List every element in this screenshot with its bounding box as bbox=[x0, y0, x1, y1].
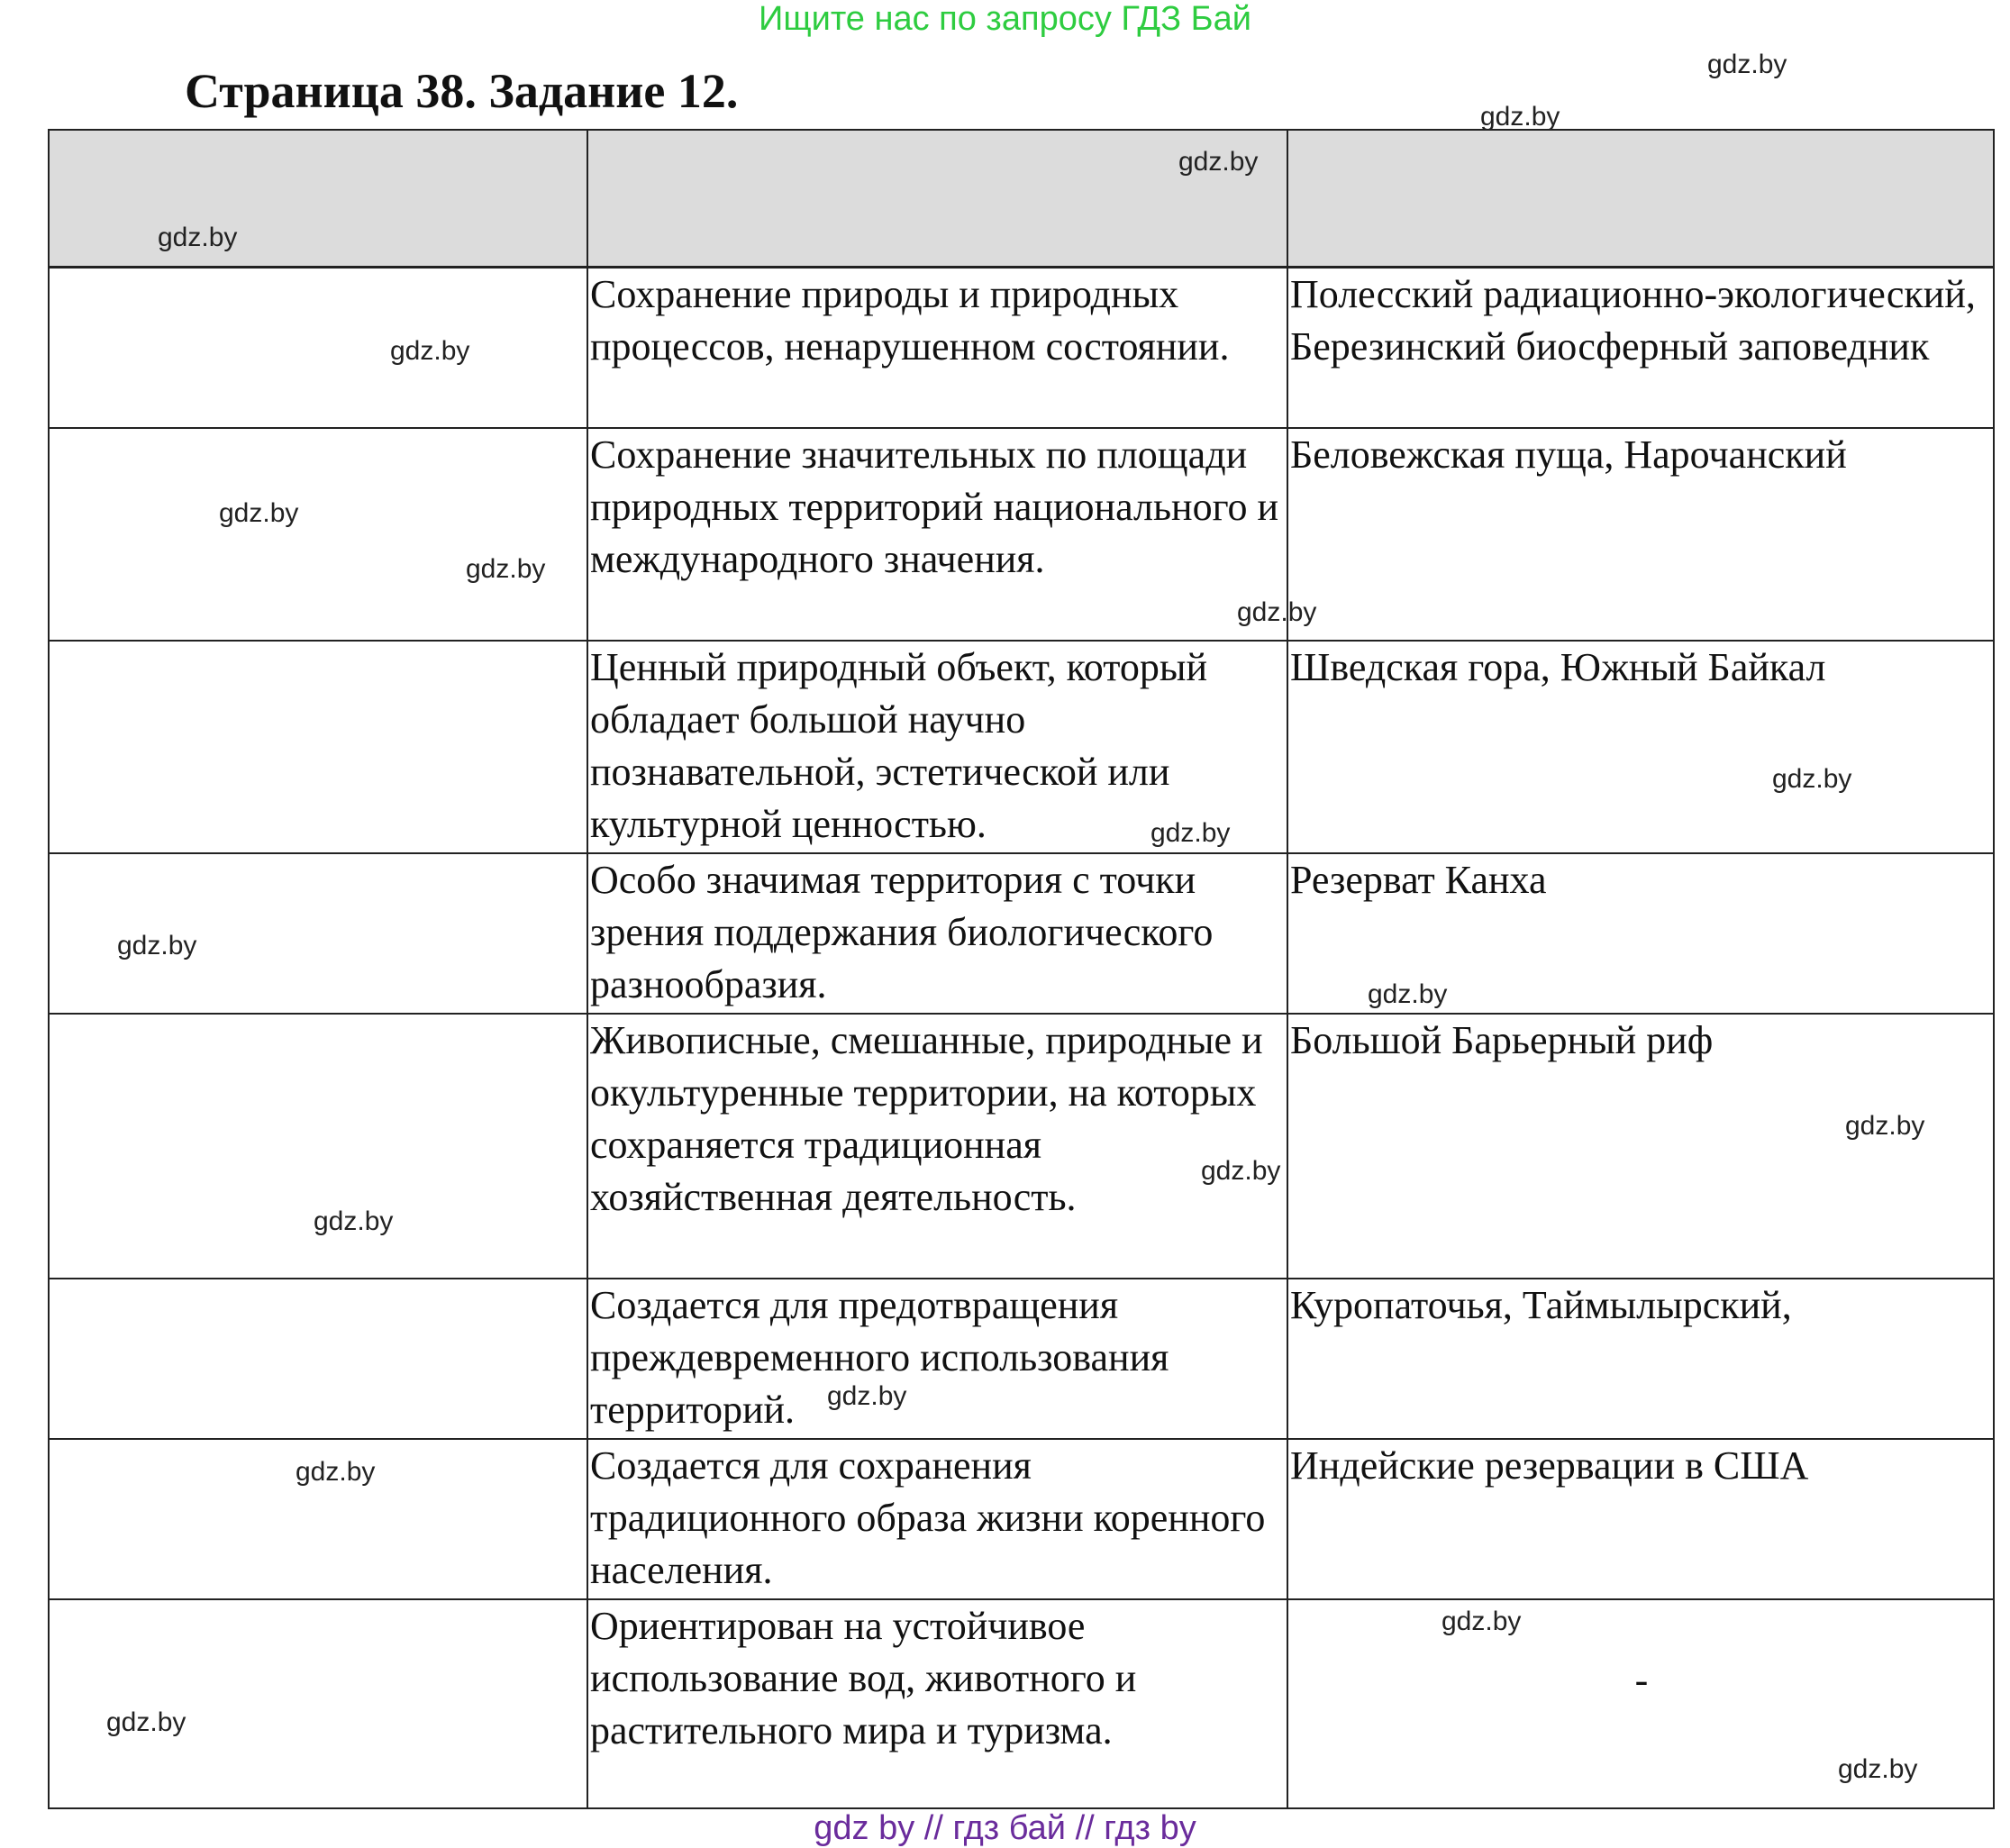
watermark: gdz.by bbox=[219, 498, 299, 528]
examples-cell: Резерват Канха bbox=[1287, 853, 1994, 1014]
examples-cell: Куропаточья, Таймылырский, bbox=[1287, 1279, 1994, 1439]
watermark: gdz.by bbox=[314, 1206, 394, 1236]
table-row bbox=[49, 853, 1994, 1014]
description-cell: Особо значимая территория с точки зрения поддержания биологического разнообразия. bbox=[587, 853, 1287, 1014]
examples-cell: Беловежская пуща, Нарочанский bbox=[1287, 428, 1994, 641]
table-row bbox=[49, 1014, 1994, 1279]
examples-cell: Индейские резервации в США bbox=[1287, 1439, 1994, 1599]
name-cell bbox=[49, 1599, 587, 1808]
watermark: gdz.by bbox=[466, 554, 546, 584]
footer-watermark: gdz by // гдз бай // гдз by bbox=[814, 1809, 1196, 1847]
watermark: gdz.by bbox=[1368, 979, 1448, 1009]
top-banner: Ищите нас по запросу ГДЗ Бай bbox=[759, 0, 1251, 38]
header-cell bbox=[49, 130, 587, 268]
table-row bbox=[49, 1279, 1994, 1439]
table-row bbox=[49, 268, 1994, 428]
description-cell: Ценный природный объект, который обладает большой научно познавательной, эстетической или культурной ценностью. bbox=[587, 641, 1287, 853]
watermark: gdz.by bbox=[827, 1381, 907, 1411]
watermark: gdz.by bbox=[158, 223, 238, 252]
name-cell bbox=[49, 1279, 587, 1439]
watermark: gdz.by bbox=[1237, 597, 1317, 627]
name-cell bbox=[49, 428, 587, 641]
description-cell: Создается для сохранения традиционного образа жизни коренного населения. bbox=[587, 1439, 1287, 1599]
watermark: gdz.by bbox=[1845, 1111, 1925, 1141]
table-row bbox=[49, 1599, 1994, 1808]
description-cell: Живописные, смешанные, природные и окультуренные территории, на которых сохраняется традиционная хозяйственная деятельность. bbox=[587, 1014, 1287, 1279]
watermark: gdz.by bbox=[390, 336, 470, 366]
watermark: gdz.by bbox=[106, 1707, 186, 1737]
watermark: gdz.by bbox=[1772, 764, 1852, 794]
header-cell bbox=[1287, 130, 1994, 268]
watermark: gdz.by bbox=[1201, 1156, 1281, 1186]
watermark: gdz.by bbox=[1178, 147, 1259, 177]
examples-cell: Полесский радиационно-экологический, Березинский биосферный заповедник bbox=[1287, 268, 1994, 428]
watermark: gdz.by bbox=[1151, 818, 1231, 848]
watermark: gdz.by bbox=[1480, 102, 1560, 132]
page-title: Страница 38. Задание 12. bbox=[185, 64, 739, 118]
table-header-row bbox=[49, 130, 1994, 268]
task-table bbox=[48, 129, 1995, 1809]
description-cell: Создается для предотвращения преждевременного использования территорий. bbox=[587, 1279, 1287, 1439]
name-cell bbox=[49, 268, 587, 428]
watermark: gdz.by bbox=[1707, 50, 1787, 79]
watermark: gdz.by bbox=[1838, 1754, 1918, 1784]
watermark: gdz.by bbox=[1442, 1607, 1522, 1636]
description-cell: Сохранение природы и природных процессов, ненарушенном состоянии. bbox=[587, 268, 1287, 428]
description-cell: Сохранение значительных по площади природных территорий национального и международного значения. bbox=[587, 428, 1287, 641]
name-cell bbox=[49, 1014, 587, 1279]
watermark: gdz.by bbox=[117, 931, 197, 960]
table-row bbox=[49, 641, 1994, 853]
description-cell: Ориентирован на устойчивое использование вод, животного и растительного мира и туризма. bbox=[587, 1599, 1287, 1808]
examples-cell: Шведская гора, Южный Байкал bbox=[1287, 641, 1994, 853]
name-cell bbox=[49, 641, 587, 853]
examples-cell: Большой Барьерный риф bbox=[1287, 1014, 1994, 1279]
table-row bbox=[49, 428, 1994, 641]
watermark: gdz.by bbox=[296, 1457, 376, 1487]
dash-mark: - bbox=[1634, 1657, 1649, 1702]
